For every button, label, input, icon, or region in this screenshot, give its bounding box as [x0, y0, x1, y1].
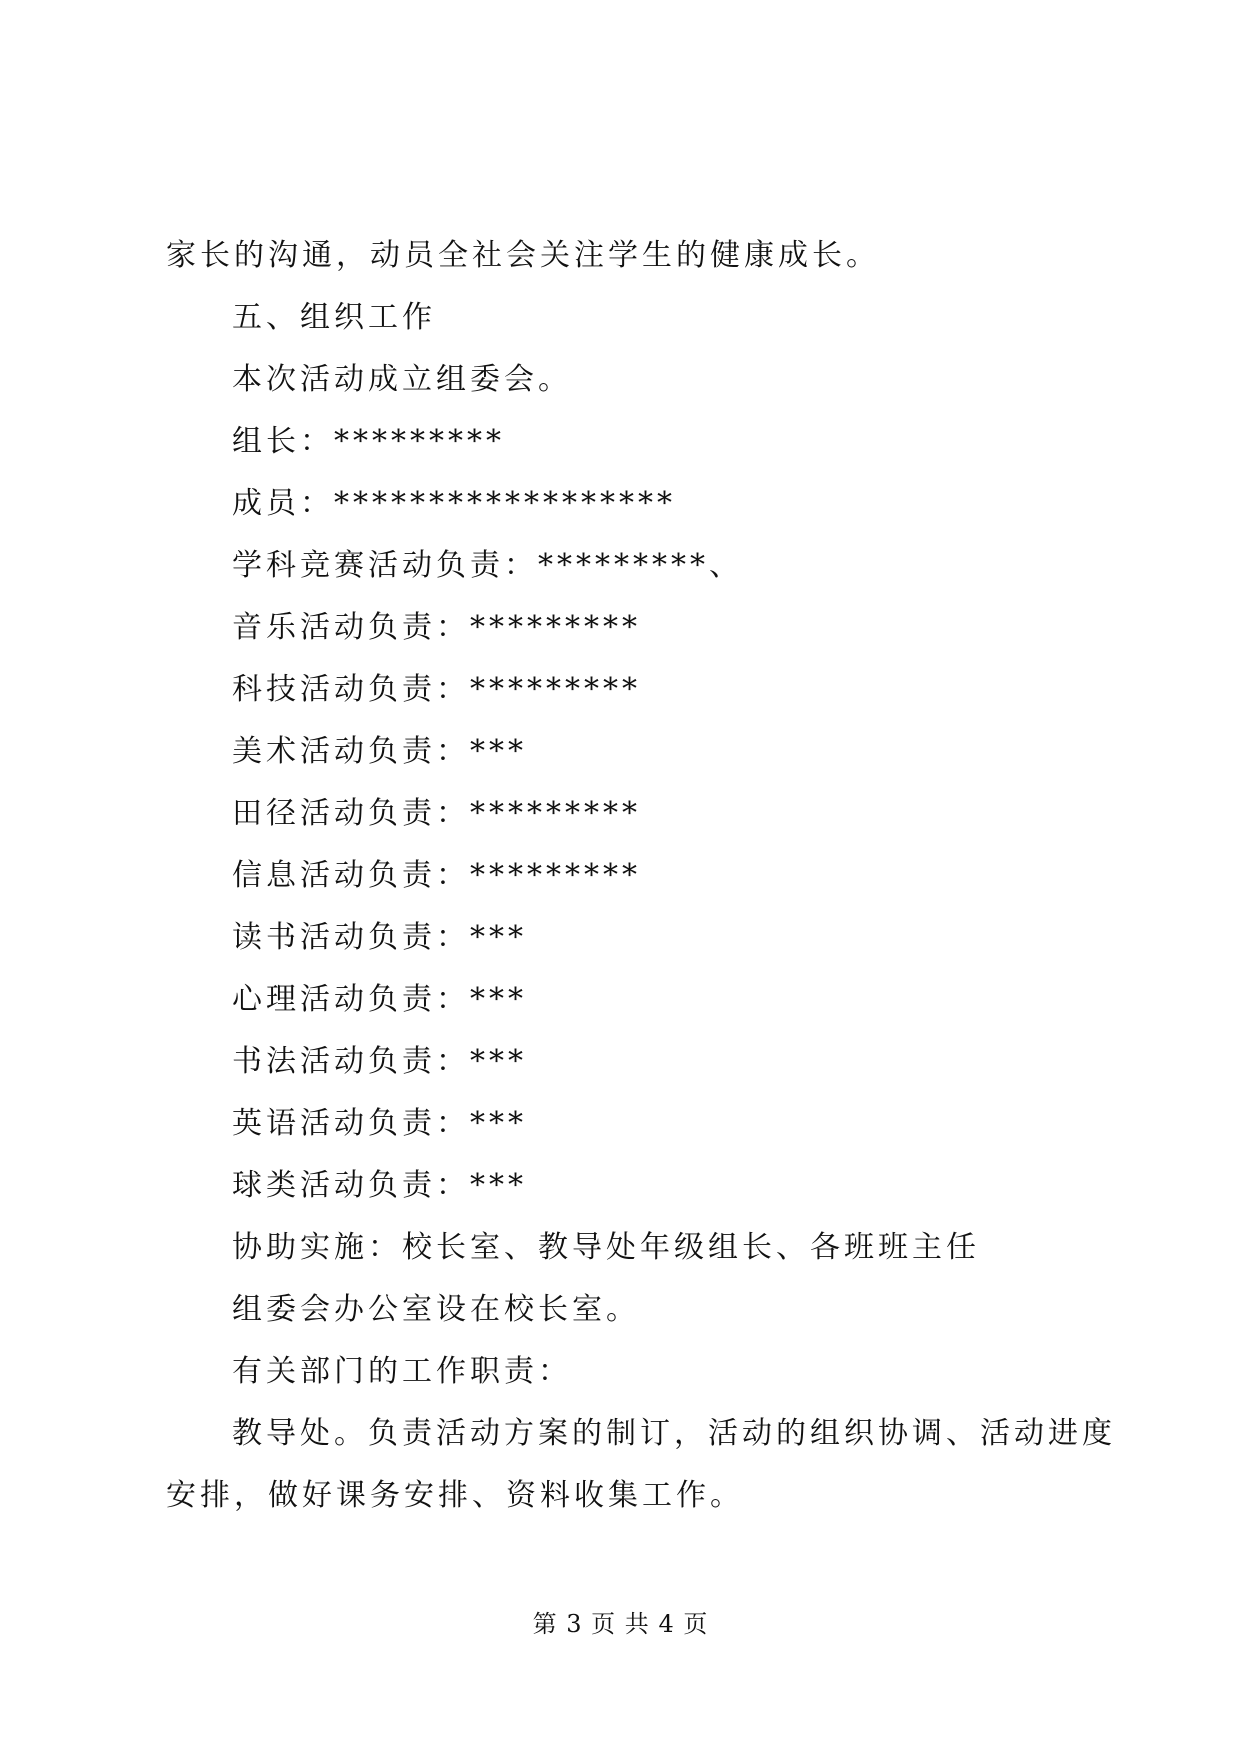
paragraph-line: 本次活动成立组委会。 [232, 362, 572, 397]
responsibility-line: 心理活动负责：*** [232, 982, 527, 1017]
responsibility-line: 书法活动负责：*** [232, 1044, 527, 1079]
responsibility-line: 音乐活动负责：********* [232, 610, 641, 645]
responsibility-line: 田径活动负责：********* [232, 796, 641, 831]
responsibility-line: 科技活动负责：********* [232, 672, 641, 707]
leader-line: 组长：********* [232, 424, 505, 459]
responsibility-line: 读书活动负责：*** [232, 920, 527, 955]
responsibility-line: 学科竞赛活动负责：*********、 [232, 548, 743, 583]
paragraph-line: 有关部门的工作职责： [232, 1354, 572, 1389]
responsibility-line: 美术活动负责：*** [232, 734, 527, 769]
page-number-footer: 第 3 页 共 4 页 [532, 1610, 709, 1638]
paragraph-line: 家长的沟通，动员全社会关注学生的健康成长。 [166, 238, 880, 273]
paragraph-line: 组委会办公室设在校长室。 [232, 1292, 640, 1327]
members-line: 成员：****************** [232, 486, 676, 521]
paragraph-line: 教导处。负责活动方案的制订，活动的组织协调、活动进度 [232, 1416, 1116, 1451]
responsibility-line: 信息活动负责：********* [232, 858, 641, 893]
assist-line: 协助实施：校长室、教导处年级组长、各班班主任 [232, 1230, 980, 1265]
responsibility-line: 英语活动负责：*** [232, 1106, 527, 1141]
responsibility-line: 球类活动负责：*** [232, 1168, 527, 1203]
section-heading: 五、组织工作 [232, 300, 436, 335]
paragraph-line: 安排，做好课务安排、资料收集工作。 [166, 1478, 744, 1513]
